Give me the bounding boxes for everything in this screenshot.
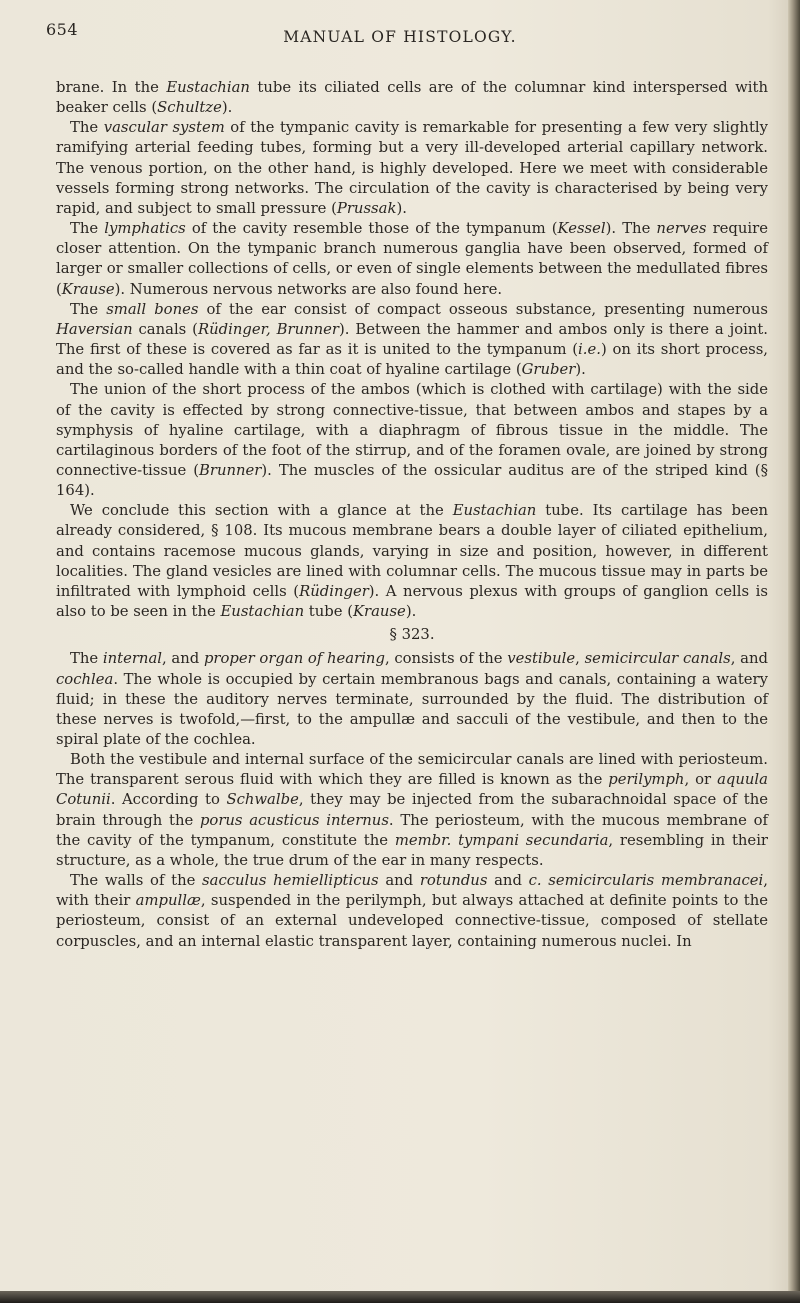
paragraph-small-bones: The small bones of the ear consist of compact osseous substance, presenting numerous Haversian canals (Rüdinger, Brunner). Between the hammer and ambos only is there a joint. The first of these is covered as far as it is united to the tympanum (i.e.) on its short process, and the so-called handle with a thin coat of hyaline cartilage (Gruber). [56,300,769,379]
paragraph-lymphatics-nerves: The lymphatics of the cavity resemble those of the tympanum (Kessel). The nerves require closer attention. On the tympanic branch numerous ganglia have been observed, formed of larger or smaller collections of cells, or even of single elements between the medullated fibres (Krause). Numerous nervous networks are also found here. [56,220,768,298]
paragraph-ossicle-union: The union of the short process of the ambos (which is clothed with cartilage) with the side of the cavity is effected by strong connective-tissue, that between ambos and stapes by a symphysis of hyaline cartilage, with a diaphragm of fibrous tissue in the middle. The cartilaginous borders of the foot of the stirrup, and of the foramen ovale, are joined by strong connective-tissue (Brunner). The muscles of the ossicular auditus are of the striped kind (§ 164). [56,381,768,500]
paragraph-eustachian-tube: We conclude this section with a glance at the Eustachian tube. Its cartilage has been already considered, § 108. Its mucous membrane bears a double layer of ciliated epithelium, and contains racemose mucous glands, varying in size and position, however, in different localities. The gland vesicles are lined with columnar cells. The mucous tissue may in parts be infiltrated with lymphoid cells (Rüdinger). A nervous plexus with groups of ganglion cells is also to be seen in the Eustachian tube (Krause). [56,502,768,621]
paragraph-perilymph: Both the vestibule and internal surface of the semicircular canals are lined with periosteum. The transparent serous fluid with which they are filled is known as the perilymph, or aquula Cotunii. According to Schwalbe, they may be injected from the subarachnoidal space of the brain through the porus acusticus internus. The periosteum, with the mucous membrane of the cavity of the tympanum, constitute the membr. tympani secundaria, resembling in their structure, as a whole, the true drum of the ear in many respects. [56,751,768,869]
section-heading: § 323. [389,626,435,644]
page-number: 654 [46,20,79,39]
bottom-scan-edge [0,1291,800,1303]
paragraph-eustachian-cells: brane. In the Eustachian tube its ciliated cells are of the columnar kind interspersed with beaker cells (Schultze). [56,79,768,117]
running-head: MANUAL OF HISTOLOGY. [283,28,517,46]
paragraph-vascular-system: The vascular system of the tympanic cavity is remarkable for presenting a few very slightly ramifying arterial feeding tubes, forming but a very ill-developed arterial capillary network. The venous portion, on the other hand, is highly developed. Here we meet with considerable vessels forming strong networks. The circulation of the cavity is characterised by being very rapid, and subject to small pressure (Prussak). [56,119,768,217]
page-edge-shadow [788,0,800,1303]
paragraph-internal-ear: The internal, and proper organ of hearing, consists of the vestibule, semicircular canals, and cochlea. The whole is occupied by certain membranous bags and canals, containing a watery fluid; in these the auditory nerves terminate, surrounded by the fluid. The distribution of these nerves is twofold,—first, to the ampullæ and sacculi of the vestibule, and then to the spiral plate of the cochlea. [56,650,768,748]
paragraph-sacculus-walls: The walls of the sacculus hemiellipticus and rotundus and c. semicircularis membranacei, with their ampullæ, suspended in the perilymph, but always attached at definite points to the periosteum, consist of an external undeveloped connective-tissue, composed of stellate corpuscles, and an internal elastic transparent layer, containing numerous nuclei. In [56,872,768,950]
body-text [56,78,768,952]
